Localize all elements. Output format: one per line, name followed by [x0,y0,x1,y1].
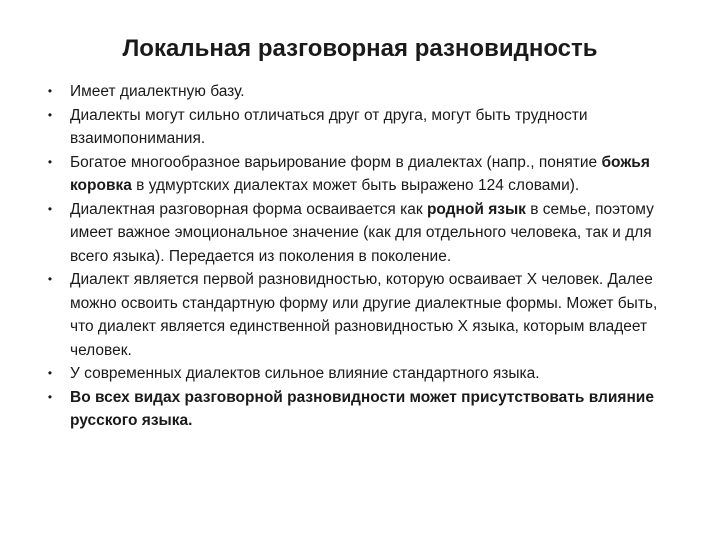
bullet-text: Диалектная разговорная форма осваивается как [70,200,427,218]
slide-title: Локальная разговорная разновидность [122,35,598,62]
bullet-item-1 [44,80,684,104]
bullet-dot-icon: • [47,389,53,404]
bullet-emphasis: божья коровка [70,153,650,194]
bullet-item-5 [44,268,684,362]
bullet-dot-icon: • [47,366,53,380]
bullet-dot-icon: • [47,84,53,98]
bullet-text: Диалекты могут сильно отличаться друг от друга, могут быть трудности взаимопонимания. [70,106,588,147]
bullet-text: Диалект является первой разновидностью, которую осваивает Х человек. Далее можно освоить стандартную форму или другие диалектные формы. Может быть, что диалект является единственной разновидностью Х языка, которым владеет человек. [70,271,658,359]
bullet-list [44,80,684,433]
bullet-text: Богатое многообразное варьирование форм в диалектах (напр., понятие [70,153,602,171]
bullet-item-7 [44,386,684,433]
bullet-item-2 [44,104,684,151]
bullet-text: Имеет диалектную базу. [70,83,245,100]
bullet-emphasis: родной язык [426,200,526,218]
bullet-dot-icon: • [47,201,53,216]
bullet-dot-icon: • [47,107,53,122]
bullet-dot-icon: • [47,154,53,169]
bullet-item-3 [44,151,684,198]
bullet-item-6 [44,362,684,386]
bullet-text: в удмуртских диалектах может быть выражено 124 словами). [131,177,580,194]
bullet-text: У современных диалектов сильное влияние стандартного языка. [70,365,540,382]
bullet-text: в семье, поэтому имеет важное эмоциональное значение (как для отдельного человека, так и для всего языка). Передается из поколения в поколение. [70,200,654,265]
bullet-emphasis: Во всех видах разговорной разновидности может присутствовать влияние русского языка. [70,388,654,429]
bullet-dot-icon: • [47,272,53,286]
bullet-item-4 [44,198,684,269]
